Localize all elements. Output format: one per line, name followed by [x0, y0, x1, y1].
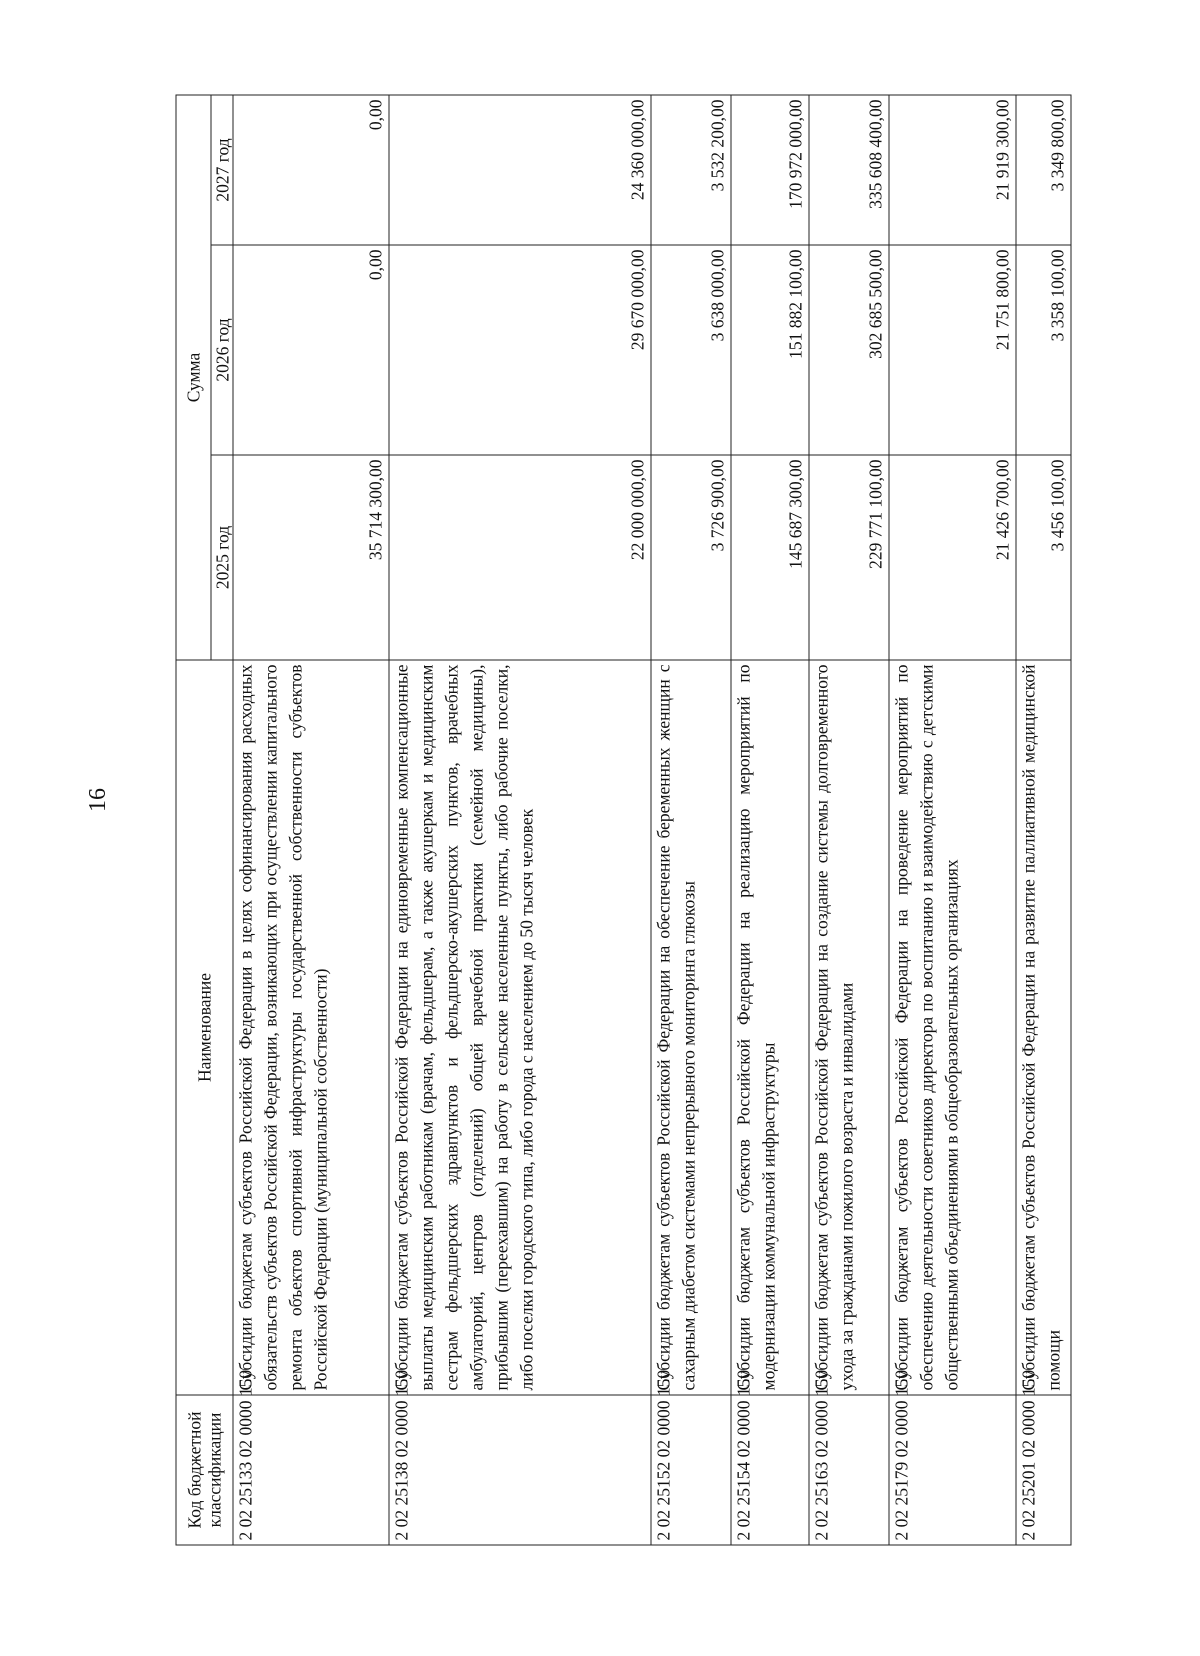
row-name: Субсидии бюджетам субъектов Российской Федерации на единовременные компенсационные выплаты медицинским работникам (врачам, фельдшерам, а также акушеркам и медицинским сестрам фельдшерских здравпунктов и фельдшерско-акушерских пунктов, врачебных амбулаторий, центров (отделений) общей врачебной практики (семейной медицины), прибывшим (переехавшим) на работу в сельские населенные пункты, либо рабочие поселки, либо поселки городского типа, либо города с населением до 50 тысяч человек — [389, 660, 651, 1395]
amount-2026: 302 685 500,00 — [809, 245, 889, 455]
header-year-2027: 2027 год — [211, 94, 233, 244]
row-name: Субсидии бюджетам субъектов Российской Федерации на развитие паллиативной медицинской помощи — [1016, 660, 1071, 1395]
amount-2025: 3 726 900,00 — [651, 455, 731, 660]
table-row — [809, 94, 889, 1544]
header-name: Наименование — [176, 660, 233, 1395]
row-code: 2 02 25154 02 0000 150 — [731, 1395, 809, 1545]
row-code: 2 02 25152 02 0000 150 — [651, 1395, 731, 1545]
amount-2026: 151 882 100,00 — [731, 245, 809, 455]
amount-2025: 145 687 300,00 — [731, 455, 809, 660]
row-name: Субсидии бюджетам субъектов Российской Федерации в целях софинансирования расходных обязательств субъектов Российской Федерации, возникающих при осуществлении капитального ремонта объектов спортивной инфраструктуры государственной собственности субъектов Российской Федерации (муниципальной собственности) — [233, 660, 389, 1395]
table-row — [389, 94, 651, 1544]
budget-table-rotated — [175, 95, 1070, 1545]
table-row — [233, 94, 389, 1544]
amount-2027: 0,00 — [233, 94, 389, 244]
row-name: Субсидии бюджетам субъектов Российской Федерации на обеспечение беременных женщин с сахарным диабетом системами непрерывного мониторинга глюкозы — [651, 660, 731, 1395]
amount-2025: 3 456 100,00 — [1016, 455, 1071, 660]
amount-2026: 21 751 800,00 — [889, 245, 1016, 455]
header-code: Код бюджетной классификации — [176, 1395, 233, 1545]
row-name: Субсидии бюджетам субъектов Российской Федерации на создание системы долговременного ухода за гражданами пожилого возраста и инвалидами — [809, 660, 889, 1395]
amount-2025: 22 000 000,00 — [389, 455, 651, 660]
table-row — [651, 94, 731, 1544]
amount-2026: 0,00 — [233, 245, 389, 455]
amount-2027: 335 608 400,00 — [809, 94, 889, 244]
amount-2027: 3 532 200,00 — [651, 94, 731, 244]
header-sum: Сумма — [176, 94, 211, 659]
row-code: 2 02 25179 02 0000 150 — [889, 1395, 1016, 1545]
table-row — [889, 94, 1016, 1544]
amount-2026: 3 638 000,00 — [651, 245, 731, 455]
row-name: Субсидии бюджетам субъектов Российской Федерации на проведение мероприятий по обеспечению деятельности советников директора по воспитанию и взаимодействию с детскими общественными объединениями в общеобразовательных организациях — [889, 660, 1016, 1395]
amount-2026: 3 358 100,00 — [1016, 245, 1071, 455]
amount-2027: 21 919 300,00 — [889, 94, 1016, 244]
header-year-2025: 2025 год — [211, 455, 233, 660]
table-row — [731, 94, 809, 1544]
amount-2025: 229 771 100,00 — [809, 455, 889, 660]
table-row — [1016, 94, 1071, 1544]
amount-2025: 35 714 300,00 — [233, 455, 389, 660]
row-code: 2 02 25138 02 0000 150 — [389, 1395, 651, 1545]
page-number: 16 — [85, 788, 111, 812]
budget-table — [175, 94, 1071, 1545]
header-year-2026: 2026 год — [211, 245, 233, 455]
row-name: Субсидии бюджетам субъектов Российской Федерации на реализацию мероприятий по модернизации коммунальной инфраструктуры — [731, 660, 809, 1395]
amount-2027: 24 360 000,00 — [389, 94, 651, 244]
amount-2027: 170 972 000,00 — [731, 94, 809, 244]
row-code: 2 02 25201 02 0000 150 — [1016, 1395, 1071, 1545]
amount-2026: 29 670 000,00 — [389, 245, 651, 455]
amount-2025: 21 426 700,00 — [889, 455, 1016, 660]
row-code: 2 02 25133 02 0000 150 — [233, 1395, 389, 1545]
row-code: 2 02 25163 02 0000 150 — [809, 1395, 889, 1545]
amount-2027: 3 349 800,00 — [1016, 94, 1071, 244]
